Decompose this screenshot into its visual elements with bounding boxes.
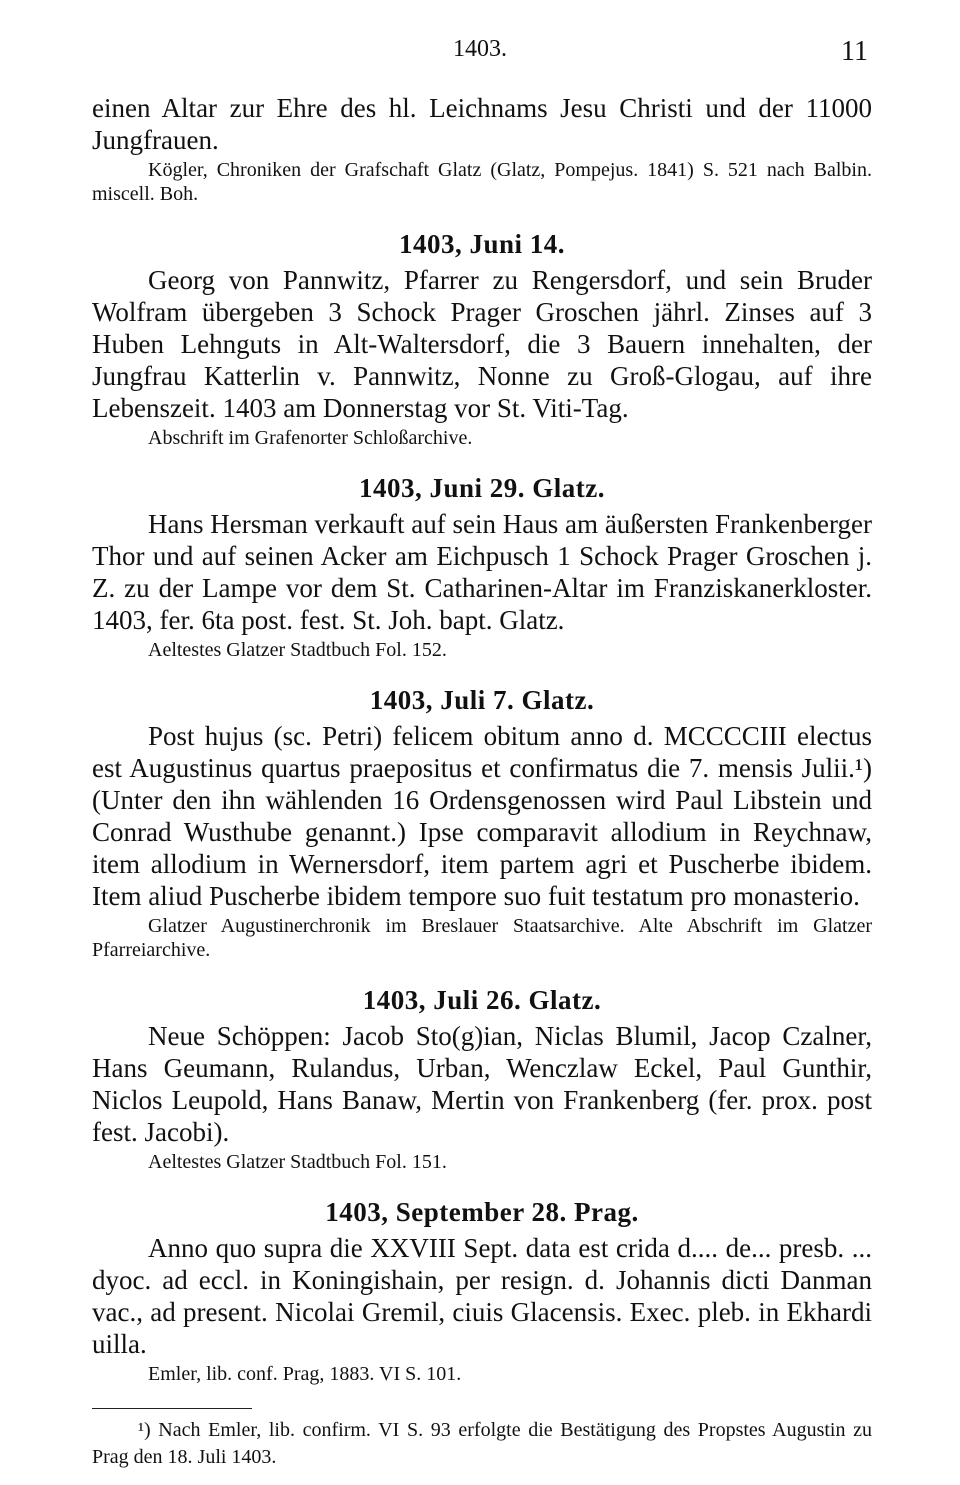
entry [92,472,872,662]
entry-heading: 1403, September 28. Prag. [325,1197,639,1227]
entry [92,984,872,1174]
entry-text: Anno quo supra die XXVIII Sept. data est crida d.... de... presb. ... dyoc. ad eccl. in Koningishain, per resign. d. Johannis dicti Danman vac., ad present. Nicolai Gremil, ciuis Glacensis. Exec. pleb. in Ekhardi uilla. [92,1233,872,1359]
entry-text: Post hujus (sc. Petri) felicem obitum anno d. MCCCCIII electus est Augustinus quartus praepositus et confirmatus die 7. mensis Julii.¹) (Unter den ihn wählenden 16 Ordensgenossen wird Paul Libstein und Conrad Wusthube genannt.) Ipse comparavit allodium in Reychnaw, item allodium in Wernersdorf, item partem agri et Puscherbe ibidem. Item aliud Puscherbe ibidem tempore suo fuit testatum pro monasterio. [92,721,872,911]
entry-source: Aeltestes Glatzer Stadtbuch Fol. 151. [148,1151,447,1173]
entry-text: Neue Schöppen: Jacob Sto(g)ian, Niclas Blumil, Jacop Czalner, Hans Geumann, Rulandus, Urban, Wenczlaw Eckel, Paul Gunthir, Niclos Leupold, Hans Banaw, Mertin von Frankenberg (fer. prox. post fest. Jacobi). [92,1021,872,1147]
entry [92,228,872,450]
entry-source: Aeltestes Glatzer Stadtbuch Fol. 152. [148,639,447,661]
entry-text: Georg von Pannwitz, Pfarrer zu Rengersdorf, und sein Bruder Wolfram übergeben 3 Schock Prager Groschen jährl. Zinses auf 3 Huben Lehnguts in Alt-Waltersdorf, die 3 Bauern innehalten, der Jungfrau Katterlin v. Pannwitz, Nonne zu Groß-Glogau, auf ihre Lebenszeit. 1403 am Donnerstag vor St. Viti-Tag. [92,265,872,423]
entry-heading: 1403, Juli 26. Glatz. [362,985,602,1015]
entry-text: Hans Hersman verkauft auf sein Haus am äußersten Frankenberger Thor und auf seinen Acker am Eichpusch 1 Schock Prager Groschen j. Z. zu der Lampe vor dem St. Catharinen-Altar im Franziskanerkloster. 1403, fer. 6ta post. fest. St. Joh. bapt. Glatz. [92,509,872,635]
entry-heading: 1403, Juli 7. Glatz. [369,685,595,715]
entry-source: Abschrift im Grafenorter Schloßarchive. [148,427,473,449]
entry-source: Emler, lib. conf. Prag, 1883. VI S. 101. [148,1363,462,1385]
intro-text: einen Altar zur Ehre des hl. Leichnams Jesu Christi und der 11000 Jungfrauen. [92,93,872,155]
running-title: 1403. [453,36,507,62]
page-number: 11 [841,36,868,67]
footnote: ¹) Nach Emler, lib. confirm. VI S. 93 erfolgte die Bestätigung des Propstes Augustin zu Prag den 18. Juli 1403. [92,1419,872,1468]
footnote-rule [92,1408,252,1409]
page-header [92,36,868,72]
intro-source: Kögler, Chroniken der Grafschaft Glatz (Glatz, Pompejus. 1841) S. 521 nach Balbin. miscell. Boh. [92,159,872,205]
entry-heading: 1403, Juni 14. [398,229,566,259]
entry [92,684,872,962]
page-body [92,92,872,1471]
entry-heading: 1403, Juni 29. Glatz. [358,473,605,503]
entry [92,1196,872,1386]
entry-source: Glatzer Augustinerchronik im Breslauer Staatsarchive. Alte Abschrift im Glatzer Pfarreiarchive. [92,915,872,961]
